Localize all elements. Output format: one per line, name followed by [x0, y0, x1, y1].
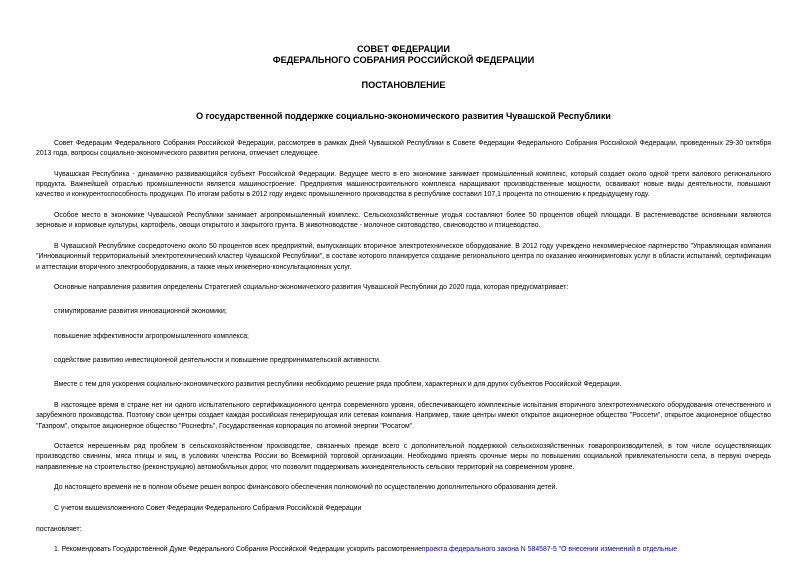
- law-project-link[interactable]: проекта федерального закона N 584587-5 "О внесении изменений в отдельные: [421, 546, 678, 554]
- paragraph-industry: Чувашская Республика - динамично развивающийся субъект Российской Федерации. Ведущее место в его экономике занимает промышленный комплекс, который создает около одной трети валового регионального продукта. Важнейшей отраслью промышленности является машиностроение. Предприятия машиностроительного комплекса наращивают производственные мощности, осваивают новые виды деятельности, повышают качество и конкурентоспособность продукции. По итогам работы в 2012 году индекс промышленного производства в республике составил 107,1 процента по отношению к предыдущему году.: [36, 170, 771, 199]
- header-assembly: ФЕДЕРАЛЬНОГО СОБРАНИЯ РОССИЙСКОЙ ФЕДЕРАЦИИ: [272, 55, 535, 65]
- list-item: стимулирование развития инновационной экономики;: [54, 308, 227, 316]
- list-item: содействие развитию инвестиционной деятельности и повышение предпринимательской активности.: [54, 357, 381, 365]
- header-doc-type: ПОСТАНОВЛЕНИЕ: [361, 80, 446, 90]
- paragraph-electrotech: В Чувашской Республике сосредоточено около 50 процентов всех предприятий, выпускающих вторичное электротехническое оборудование. В 2012 году учреждено некоммерческое партнерство "Управляющая компания "Инновационный территориальный электротехнический кластер Чувашской Республики", в составе которого планируется создание регионального центра по оказанию инжиниринговых услуг в области испытаний, сертификации и аттестации вторичного электрооборудования, а также иных инженерно-консультационных услуг.: [36, 242, 771, 271]
- paragraph-education: До настоящего времени не в полном объеме решен вопрос финансового обеспечения полномочий по осуществлению дополнительного образования детей.: [54, 484, 558, 492]
- item-1-text: 1. Рекомендовать Государственной Думе Федерального Собрания Российской Федерации ускорить рассмотрение: [54, 546, 422, 554]
- paragraph-strategy: Основные направления развития определены Стратегией социально-экономического развития Чувашской Республики до 2020 года, которая предусматривает:: [54, 284, 569, 292]
- resolves-label: постановляет:: [36, 525, 82, 533]
- paragraph-certification: В настоящее время в стране нет ни одного испытательного сертификационного центра современного уровня, обеспечивающего комплексные испытания вторичного электротехнического оборудования отечественного и зарубежного производства. Поэтому свои центры создает каждая российская генерирующая или сетевая компания. Например, такие центры имеют открытое акционерное общество "Россети", открытое акционерное общество "Газпром", открытое акционерное общество "Роснефть", Государственная корпорация по атомной энергии "Росатом".: [36, 401, 771, 430]
- paragraph-agro: Особое место в экономике Чувашской Республики занимает агропромышленный комплекс. Сельскохозяйственные угодья составляют более 50 процентов общей площади. В растениеводстве основными являются зерновые и кормовые культуры, картофель, овощи открытого и закрытого грунта. В животноводстве - молочное скотоводство, свиноводство и птицеводство.: [36, 212, 771, 230]
- paragraph-intro: Совет Федерации Федерального Собрания Российской Федерации, рассмотрев в рамках Дней Чувашской Республики в Совете Федерации Федерального Собрания Российской Федерации, проведенных 29-30 октября 2013 года, вопросы социально-экономического развития региона, отмечает следующее.: [36, 140, 771, 158]
- paragraph-considering: С учетом вышеизложенного Совет Федерации Федерального Собрания Российской Федерации: [54, 504, 362, 512]
- document-title: О государственной поддержке социально-экономического развития Чувашской Республики: [196, 111, 611, 121]
- paragraph-agriculture-issues: Остается нерешенным ряд проблем в сельскохозяйственном производстве, связанных прежде всего с дополнительной поддержкой сельскохозяйственных товаропроизводителей, в том числе осуществляющих производство свинины, мяса птицы и яиц, в условиях членства России во Всемирной торговой организации. Необходимо принять срочные меры по повышению социальной привлекательности села, в первую очередь направленные на строительство (реконструкцию) автомобильных дорог, что позволит поддерживать жизнедеятельность сельских территорий на современном уровне.: [36, 443, 771, 471]
- header-council: СОВЕТ ФЕДЕРАЦИИ: [357, 44, 450, 54]
- paragraph-item-1: [36, 545, 771, 555]
- list-item: повышение эффективности агропромышленного комплекса;: [54, 332, 249, 340]
- paragraph-problems: Вместе с тем для ускорения социально-экономического развития республики необходимо решение ряда проблем, характерных и для других субъектов Российской Федерации.: [54, 381, 622, 389]
